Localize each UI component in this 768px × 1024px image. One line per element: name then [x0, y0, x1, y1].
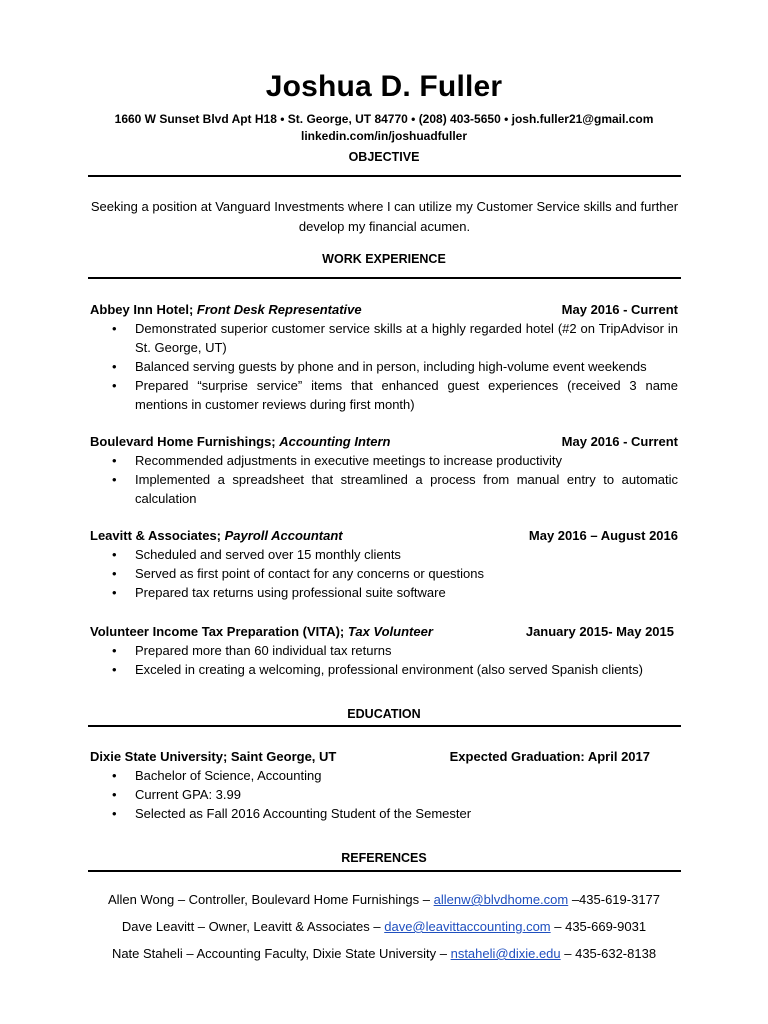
bullet-item: • Selected as Fall 2016 Accounting Student of the Semester	[90, 804, 678, 823]
job-header	[90, 526, 678, 545]
job-company: Leavitt & Associates;	[90, 528, 225, 543]
bullet-item: • Scheduled and served over 15 monthly clients	[90, 545, 678, 564]
reference-line	[0, 946, 768, 961]
job-title: Accounting Intern	[279, 434, 391, 449]
candidate-name: Joshua D. Fuller	[265, 70, 503, 103]
job-bullets	[90, 451, 678, 508]
job-header	[90, 622, 678, 641]
bullet-item: • Served as first point of contact for any concerns or questions	[90, 564, 678, 583]
graduation-date: Expected Graduation: April 2017	[449, 749, 650, 764]
job-title: Payroll Accountant	[224, 528, 343, 543]
reference-phone: – 435-632-8138	[560, 946, 657, 961]
objective-divider	[88, 175, 681, 177]
education-bullets	[90, 766, 678, 823]
job-bullets	[90, 545, 678, 602]
bullet-item: • Prepared tax returns using professional suite software	[90, 583, 678, 602]
job-company: Boulevard Home Furnishings;	[90, 434, 280, 449]
objective-heading: OBJECTIVE	[348, 150, 420, 164]
reference-name-role: Allen Wong – Controller, Boulevard Home Furnishings –	[107, 892, 434, 907]
contact-line: 1660 W Sunset Blvd Apt H18 • St. George, UT 84770 • (208) 403-5650 • josh.fuller21@gmail.com	[114, 112, 654, 126]
bullet-item: • Exceled in creating a welcoming, professional environment (also served Spanish clients)	[90, 660, 678, 679]
job-entry	[90, 432, 678, 508]
bullet-item: • Current GPA: 3.99	[90, 785, 678, 804]
bullet-item: • Prepared “surprise service” items that enhanced guest experiences (received 3 name mentions in customer reviews during first month)	[90, 376, 678, 414]
job-company: Volunteer Income Tax Preparation (VITA);	[90, 624, 348, 639]
job-dates: January 2015- May 2015	[525, 624, 674, 639]
education-divider	[88, 725, 681, 727]
job-employer-role	[90, 432, 390, 451]
bullet-item: • Bachelor of Science, Accounting	[90, 766, 678, 785]
job-title: Tax Volunteer	[347, 624, 433, 639]
reference-name-role: Dave Leavitt – Owner, Leavitt & Associates –	[121, 919, 385, 934]
bullet-item: • Balanced serving guests by phone and in person, including high-volume event weekends	[90, 357, 678, 376]
bullet-item: • Recommended adjustments in executive meetings to increase productivity	[90, 451, 678, 470]
work-divider	[88, 277, 681, 279]
job-employer-role	[90, 622, 433, 641]
job-bullets	[90, 641, 678, 679]
education-heading: EDUCATION	[347, 707, 421, 721]
reference-email-link[interactable]: nstaheli@dixie.edu	[450, 946, 561, 961]
job-dates: May 2016 – August 2016	[528, 528, 678, 543]
job-entry	[90, 526, 678, 602]
education-header	[90, 747, 678, 766]
job-employer-role	[90, 300, 362, 319]
references-heading: REFERENCES	[341, 851, 427, 865]
linkedin-url: linkedin.com/in/joshuadfuller	[300, 129, 468, 143]
reference-email-link[interactable]: allenw@blvdhome.com	[433, 892, 569, 907]
job-entry	[90, 300, 678, 414]
bullet-item: • Implemented a spreadsheet that streamlined a process from manual entry to automatic calculation	[90, 470, 678, 508]
school-name: Dixie State University; Saint George, UT	[90, 749, 337, 764]
job-employer-role	[90, 526, 343, 545]
education-entry	[90, 747, 678, 823]
job-company: Abbey Inn Hotel;	[90, 302, 197, 317]
bullet-item: • Demonstrated superior customer service skills at a highly regarded hotel (#2 on TripAdvisor in St. George, UT)	[90, 319, 678, 357]
job-entry	[90, 622, 678, 679]
reference-phone: – 435-669-9031	[550, 919, 647, 934]
job-header	[90, 432, 678, 451]
reference-line	[0, 919, 768, 934]
job-title: Front Desk Representative	[196, 302, 362, 317]
reference-line	[0, 892, 768, 907]
bullet-item: • Prepared more than 60 individual tax returns	[90, 641, 678, 660]
work-experience-heading: WORK EXPERIENCE	[322, 252, 446, 266]
reference-phone: –435-619-3177	[568, 892, 661, 907]
job-dates: May 2016 - Current	[561, 302, 678, 317]
objective-text: Seeking a position at Vanguard Investments where I can utilize my Customer Service skills and further develop my financial acumen.	[90, 199, 679, 234]
job-header	[90, 300, 678, 319]
job-bullets	[90, 319, 678, 414]
reference-email-link[interactable]: dave@leavittaccounting.com	[384, 919, 551, 934]
references-divider	[88, 870, 681, 872]
job-dates: May 2016 - Current	[561, 434, 678, 449]
reference-name-role: Nate Staheli – Accounting Faculty, Dixie State University –	[111, 946, 451, 961]
